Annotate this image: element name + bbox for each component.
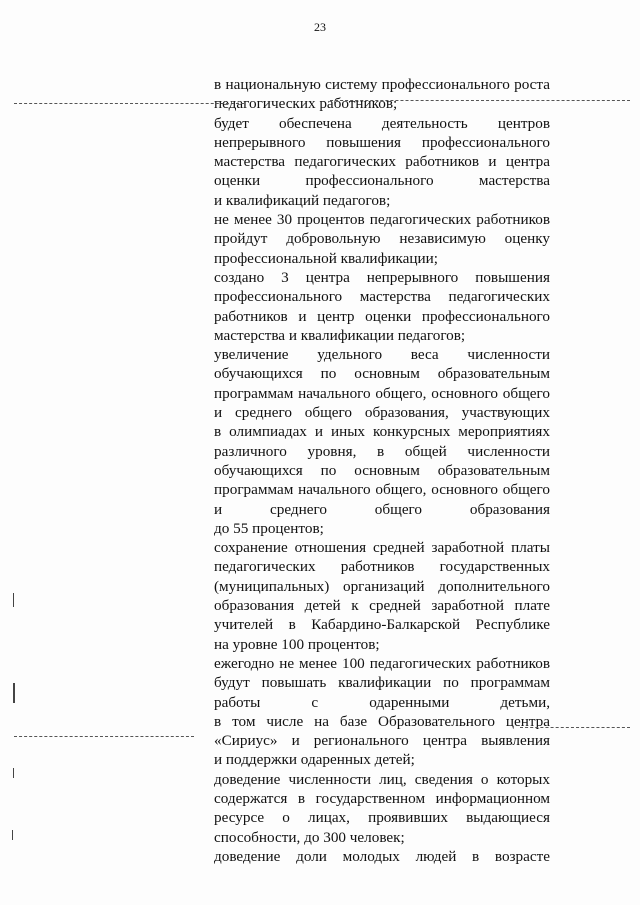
scan-artifact-line bbox=[14, 736, 194, 737]
scan-artifact-mark bbox=[13, 768, 14, 778]
text-line: пройдут добровольную независимую оценку bbox=[214, 230, 550, 248]
text-line: в олимпиадах и иных конкурсных мероприятиях bbox=[214, 423, 550, 441]
text-line: (муниципальных) организаций дополнительного bbox=[214, 577, 550, 595]
text-line: будет обеспечена деятельность центров bbox=[214, 114, 550, 132]
text-line: в национальную систему профессионального роста bbox=[214, 76, 550, 93]
text-line: ежегодно не менее 100 педагогических работников bbox=[214, 654, 550, 672]
text-line: различного уровня, в общей численности bbox=[214, 442, 550, 460]
text-line: не менее 30 процентов педагогических работников bbox=[214, 211, 550, 229]
text-line: и поддержки одаренных детей; bbox=[214, 751, 415, 769]
text-line: создано 3 центра непрерывного повышения bbox=[214, 268, 550, 286]
page-number: 23 bbox=[314, 20, 326, 34]
text-line: работников и центр оценки профессионального bbox=[214, 307, 550, 325]
scan-artifact-line bbox=[520, 727, 630, 728]
text-line: программам начального общего, основного общего bbox=[214, 384, 550, 402]
scan-artifact-line bbox=[330, 100, 630, 101]
text-line: ресурсе о лицах, проявивших выдающиеся bbox=[214, 809, 550, 827]
text-line: профессиональной квалификации; bbox=[214, 249, 439, 267]
text-line: «Сириус» и регионального центра выявления bbox=[214, 732, 550, 750]
text-line: обучающихся по основным образовательным bbox=[214, 461, 550, 479]
text-line: и квалификаций педагогов; bbox=[214, 191, 391, 209]
scan-artifact-line bbox=[14, 103, 244, 104]
scan-artifact-mark bbox=[13, 683, 15, 703]
text-line: педагогических работников государственных bbox=[214, 558, 550, 576]
text-line: мастерства и квалификации педагогов; bbox=[214, 326, 466, 344]
text-line: содержатся в государственном информационном bbox=[214, 789, 550, 807]
text-line: способности, до 300 человек; bbox=[214, 828, 405, 846]
text-line: обучающихся по основным образовательным bbox=[214, 365, 550, 383]
document-body bbox=[214, 75, 550, 866]
text-line: работы с одаренными детьми, bbox=[214, 693, 550, 711]
text-line: до 55 процентов; bbox=[214, 519, 324, 537]
text-line: и среднего общего образования bbox=[214, 500, 550, 518]
text-line: программам начального общего, основного общего bbox=[214, 481, 550, 499]
scan-artifact-mark bbox=[12, 830, 13, 840]
text-line: оценки профессионального мастерства bbox=[214, 172, 550, 190]
text-line: образования детей к средней заработной плате bbox=[214, 597, 550, 615]
text-line: и среднего общего образования, участвующих bbox=[214, 404, 550, 422]
text-line: педагогических работников; bbox=[214, 95, 398, 113]
text-line: профессионального мастерства педагогических bbox=[214, 288, 550, 306]
text-line: учителей в Кабардино-Балкарской Республике bbox=[214, 616, 550, 634]
text-line: сохранение отношения средней заработной платы bbox=[214, 539, 550, 557]
text-line: будут повышать квалификации по программам bbox=[214, 674, 550, 692]
text-line: доведение доли молодых людей в возрасте bbox=[214, 847, 550, 865]
text-line: на уровне 100 процентов; bbox=[214, 635, 380, 653]
text-line: в том числе на базе Образовательного центра bbox=[214, 712, 550, 730]
text-line: мастерства педагогических работников и центра bbox=[214, 153, 550, 171]
text-line: увеличение удельного веса численности bbox=[214, 346, 550, 364]
text-line: непрерывного повышения профессионального bbox=[214, 133, 550, 151]
scan-artifact-mark bbox=[13, 593, 14, 607]
text-line: доведение численности лиц, сведения о которых bbox=[214, 770, 550, 788]
